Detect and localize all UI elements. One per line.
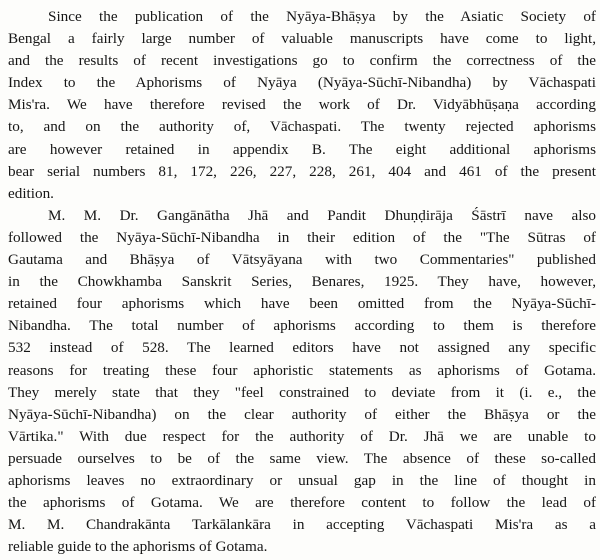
- text-line: bear serial numbers 81, 172, 226, 227, 228, 261, 404 and 461 of the present: [8, 162, 596, 180]
- text-line: to, and on the authority of, Vāchaspati. The twenty rejected aphorisms: [8, 118, 596, 136]
- text-line: Nibandha. The total number of aphorisms according to them is therefore: [8, 317, 596, 335]
- text-line: Gautama and Bhāṣya of Vātsyāyana with two Commentaries" published: [8, 251, 596, 269]
- text-line: Bengal a fairly large number of valuable manuscripts have come to light,: [8, 30, 596, 48]
- text-line: persuade ourselves to be of the same view. The absence of these so-called: [8, 449, 596, 467]
- body-text: [8, 6, 596, 558]
- text-line: in the Chowkhamba Sanskrit Series, Benares, 1925. They have, however,: [8, 273, 596, 291]
- text-line: and the results of recent investigations go to confirm the correctness of the: [8, 52, 596, 70]
- text-line: M. M. Chandrakānta Tarkālankāra in accepting Vāchaspati Mis'ra as a: [8, 516, 596, 534]
- text-line: the aphorisms of Gotama. We are therefore content to follow the lead of: [8, 494, 596, 512]
- text-line: Nyāya-Sūchī-Nibandha) on the clear authority of either the Bhāṣya or the: [8, 405, 596, 423]
- text-line: M. M. Dr. Gangānātha Jhā and Pandit Dhuṇḍirāja Śāstrī nave also: [48, 206, 596, 224]
- text-line: retained four aphorisms which have been omitted from the Nyāya-Sūchī-: [8, 295, 596, 313]
- text-line: aphorisms leaves no extraordinary or unsual gap in the line of thought in: [8, 471, 596, 489]
- paragraph-2: [8, 205, 596, 559]
- text-line: Index to the Aphorisms of Nyāya (Nyāya-Sūchī-Nibandha) by Vāchaspati: [8, 74, 596, 92]
- text-line: followed the Nyāya-Sūchī-Nibandha in their edition of the "The Sūtras of: [8, 228, 596, 246]
- text-line: Vārtika." With due respect for the authority of Dr. Jhā we are unable to: [8, 427, 596, 445]
- text-line: They merely state that they "feel constrained to deviate from it (i. e., the: [8, 383, 596, 401]
- paragraph-1: [8, 6, 596, 205]
- text-line: Since the publication of the Nyāya-Bhāṣya by the Asiatic Society of: [48, 8, 596, 25]
- text-line: 532 instead of 528. The learned editors have not assigned any specific: [8, 339, 596, 357]
- text-line: edition.: [8, 184, 54, 202]
- text-line: are however retained in appendix B. The eight additional aphorisms: [8, 140, 596, 158]
- text-line: reliable guide to the aphorisms of Gotama.: [8, 538, 268, 556]
- text-line: Mis'ra. We have therefore revised the work of Dr. Vidyābhūṣaṇa according: [8, 96, 596, 114]
- text-line: reasons for treating these four aphoristic statements as aphorisms of Gotama.: [8, 361, 596, 379]
